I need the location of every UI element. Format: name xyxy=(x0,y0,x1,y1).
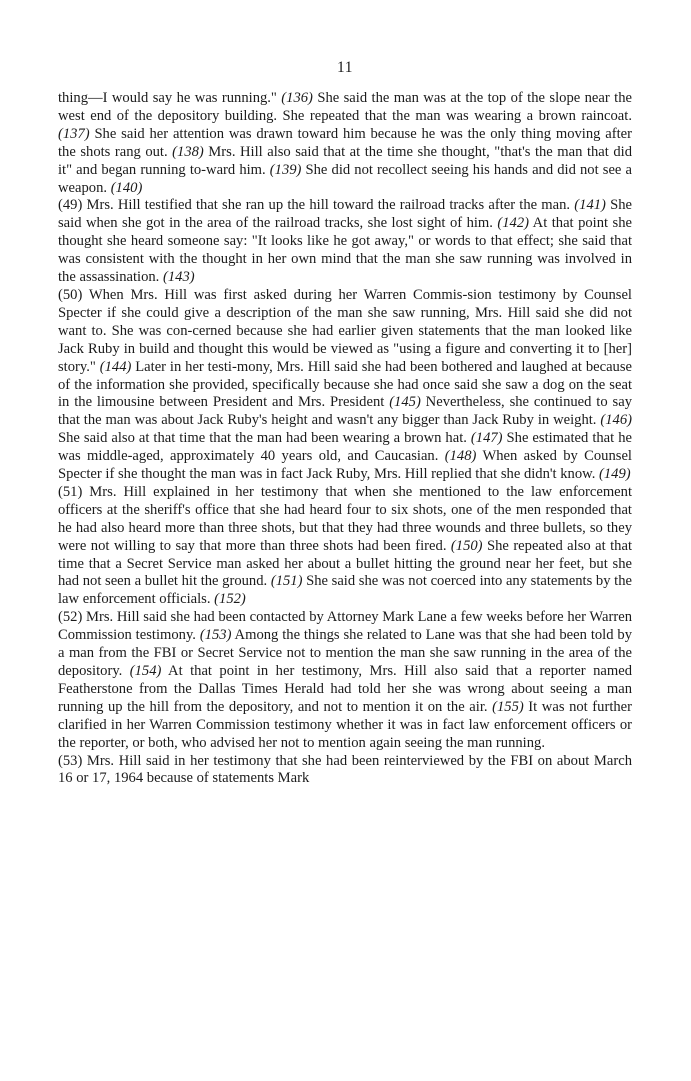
footnote-citation: (143) xyxy=(162,269,195,286)
paragraph-text: At that point in her testimony, Mrs. Hill also said that a reporter named Featherstone from the Dallas Times Herald had told her she was wrong about seeing a man running up the hill from the depository, and not to mention it on the air. xyxy=(58,663,632,715)
footnote-citation: (136) xyxy=(281,90,313,106)
paragraph-text: At that point she thought she heard someone say: "It looks like he got away," or words to that effect; she said that was consistent with the thought in her own mind that the man she saw running was involved in the assassination. xyxy=(58,215,632,286)
paragraph-text: She said when she got in the area of the railroad tracks, she lost sight of him. xyxy=(58,197,632,232)
footnote-citation: (151) xyxy=(270,573,303,590)
footnote-citation: (150) xyxy=(450,537,483,554)
paragraph xyxy=(58,90,632,197)
paragraph xyxy=(58,484,632,609)
footnote-citation: (140) xyxy=(110,179,143,196)
paragraph-text: When asked by Counsel Specter if she thought the man was in fact Jack Ruby, Mrs. Hill replied that she didn't know. xyxy=(58,448,632,483)
paragraph-text: Later in her testi-mony, Mrs. Hill said she had been bothered and laughed at because of the information she provided, specifically because she had once said she saw a dog on the seat in the limousine between President and Mrs. President xyxy=(58,358,632,411)
footnote-citation: (154) xyxy=(129,663,162,679)
paragraph-text: She said also at that time that the man had been wearing a brown hat. xyxy=(58,430,471,447)
paragraph-text: (50) When Mrs. Hill was first asked during her Warren Commis-sion testimony by Counsel Specter if she could give a description of the man she saw running, Mrs. Hill said she did not want to. She was con-cerned because she had earlier given statements that the man looked like Jack Ruby in build and thought this would be viewed as "using a figure and converting it to [her] story." xyxy=(58,286,632,375)
paragraph xyxy=(58,197,632,287)
page-number: 11 xyxy=(337,59,353,76)
paragraph-text: (51) Mrs. Hill explained in her testimony that when she mentioned to the law enforcement officers at the sheriff's office that she had heard four to six shots, one of the men responded that he had also heard more than three shots, but that they had three wounds and three bullets, so they were not willing to say that more than three shots had been fired. xyxy=(58,483,632,554)
footnote-citation: (137) xyxy=(58,125,90,142)
footnote-citation: (153) xyxy=(199,627,232,644)
paragraph-text: She said the man was at the top of the slope near the west end of the depository building. She repeated that the man was wearing a brown raincoat. xyxy=(58,90,632,124)
paragraph xyxy=(58,287,632,484)
footnote-citation: (139) xyxy=(269,161,302,178)
paragraph-text: thing—I would say he was running." xyxy=(58,90,282,106)
footnote-citation: (144) xyxy=(99,358,132,375)
footnote-citation: (147) xyxy=(470,430,503,447)
paragraph-text: Among the things she related to Lane was that she had been told by a man from the FBI or Secret Service not to mention the man she saw running in the area of the depository. xyxy=(58,627,632,679)
footnote-citation: (141) xyxy=(574,197,606,214)
footnote-citation: (145) xyxy=(389,394,421,411)
footnote-citation: (148) xyxy=(444,448,477,465)
paragraph-text: Mrs. Hill also said that at the time she thought, "that's the man that did it" and began running to-ward him. xyxy=(58,143,632,178)
paragraph-text: She said she was not coerced into any statements by the law enforcement officials. xyxy=(58,573,632,608)
paragraph-text: It was not further clarified in her Warren Commission testimony whether it was in fact law enforcement officers or the reporter, or both, who advised her not to mention again seeing the man running. xyxy=(58,698,633,751)
paragraph-text: Nevertheless, she continued to say that the man was about Jack Ruby's height and wasn't any bigger than Jack Ruby in weight. xyxy=(58,394,632,429)
paragraph-text: (53) Mrs. Hill said in her testimony that she had been reinterviewed by the FBI on about March 16 or 17, 1964 because of statements Mark xyxy=(58,752,632,787)
paragraph-text: She estimated that he was middle-aged, approximately 40 years old, and Caucasian. xyxy=(58,430,632,465)
paragraph-text: She did not recollect seeing his hands and did not see a weapon. xyxy=(58,161,632,196)
paragraph xyxy=(58,609,632,752)
footnote-citation: (138) xyxy=(172,143,204,160)
paragraph xyxy=(58,753,632,789)
paragraph-text: She repeated also at that time that a Secret Service man asked her about a bullet hitting the ground near her feet, but she had not seen a bullet hit the ground. xyxy=(58,537,632,590)
paragraph-text: (52) Mrs. Hill said she had been contacted by Attorney Mark Lane a few weeks before her Warren Commission testimony. xyxy=(58,609,632,644)
footnote-citation: (152) xyxy=(214,591,246,608)
paragraph-text: She said her attention was drawn toward him because he was the only thing moving after the shots rang out. xyxy=(58,125,632,160)
paragraph-text: (49) Mrs. Hill testified that she ran up the hill toward the railroad tracks after the man. xyxy=(58,197,575,214)
footnote-citation: (149) xyxy=(599,466,631,483)
body-text xyxy=(58,90,632,788)
footnote-citation: (155) xyxy=(492,698,524,715)
footnote-citation: (142) xyxy=(497,215,530,232)
footnote-citation: (146) xyxy=(600,412,632,429)
